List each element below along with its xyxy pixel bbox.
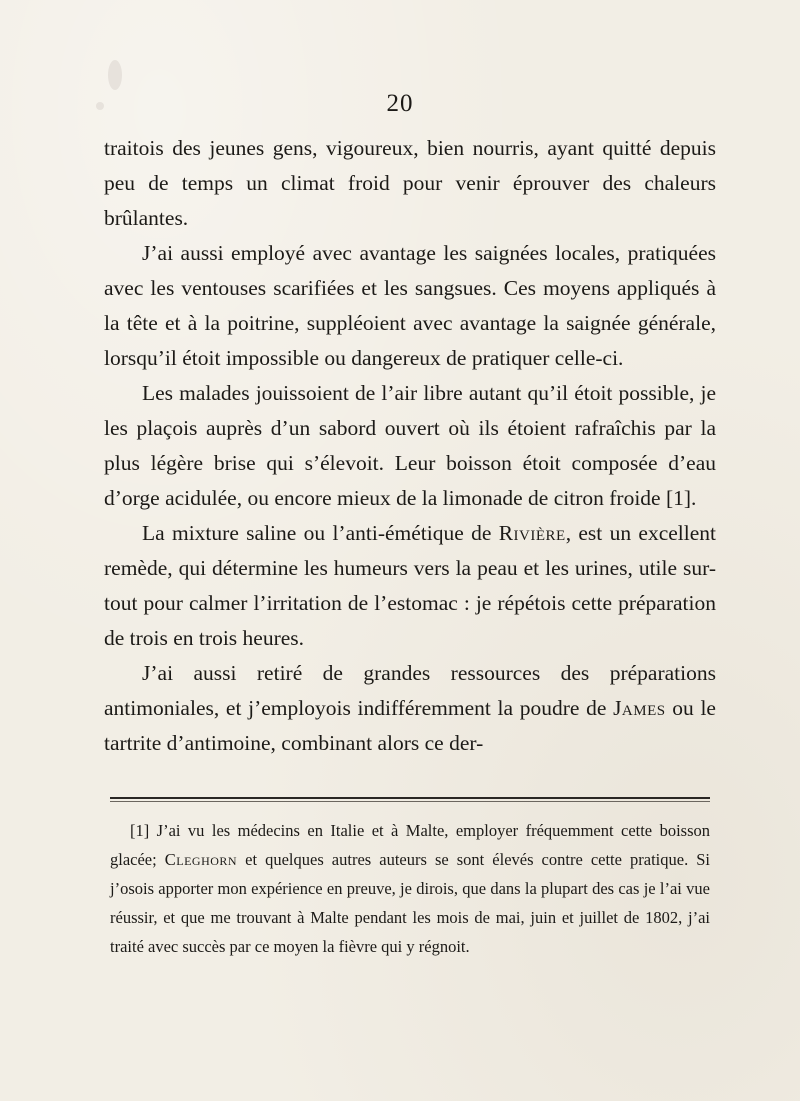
author-name-cleghorn: Cleghorn <box>164 850 238 869</box>
paragraph-text-end: ou le tartrite d’antimoine, combinant alors ce der- <box>104 696 716 755</box>
footnote <box>110 816 710 961</box>
paragraph <box>104 656 716 761</box>
paragraph-text: Les malades jouissoient de l’air libre autant qu’il étoit possible, je les plaçois auprès d’un sabord ouvert où ils étoient rafraîchis par la plus légère brise qui s’élevoit. Leur boisson étoit composée d’eau d’orge acidulée, ou encore mieux de la limonade de citron froide [1]. <box>104 381 716 510</box>
paragraph <box>104 516 716 656</box>
author-name-riviere: Rivière <box>498 521 566 545</box>
footnote-separator-thin <box>110 801 710 802</box>
paragraph <box>104 131 716 236</box>
footnote-text: [1] J’ai vu les médecins en Italie et à Malte, employer fréquemment cette boisson glacée; <box>110 821 710 869</box>
paragraph-text: traitois des jeunes gens, vigoureux, bien nourris, ayant quitté depuis peu de temps un climat froid pour venir éprouver des chaleurs brûlantes. <box>104 136 716 230</box>
paragraph-text: J’ai aussi retiré de grandes ressources des préparations antimoniales, et j’employois indifféremment la poudre de <box>104 661 716 720</box>
author-name-james: James <box>613 696 666 720</box>
paragraph <box>104 236 716 376</box>
paragraph-text-end: , est un excellent remède, qui détermine les humeurs vers la peau et les urines, utile sur-tout pour calmer l’irritation de l’estomac : je répétois cette préparation de trois en trois heures. <box>104 521 716 650</box>
body-text <box>104 131 716 761</box>
page-number: 20 <box>386 90 414 117</box>
paragraph-text: La mixture saline ou l’anti-émétique de <box>142 521 499 545</box>
paper-stain <box>108 60 122 90</box>
footnote-text-end: et quelques autres auteurs se sont élevés contre cette pratique. Si j’osois apporter mon expérience en preuve, je dirois, que dans la plupart des cas je l’ai vue réussir, et que me trouvant à Malte pendant les mois de mai, juin et juillet de 1802, j’ai traité avec succès par ce moyen la fièvre qui y régnoit. <box>110 850 711 956</box>
paragraph-text: J’ai aussi employé avec avantage les saignées locales, pratiquées avec les ventouses scarifiées et les sangsues. Ces moyens appliqués à la tête et à la poitrine, suppléoient avec avantage la saignée générale, lorsqu’il étoit impossible ou dangereux de pratiquer celle-ci. <box>104 241 716 370</box>
paragraph <box>104 376 716 516</box>
footnote-separator <box>110 797 710 799</box>
